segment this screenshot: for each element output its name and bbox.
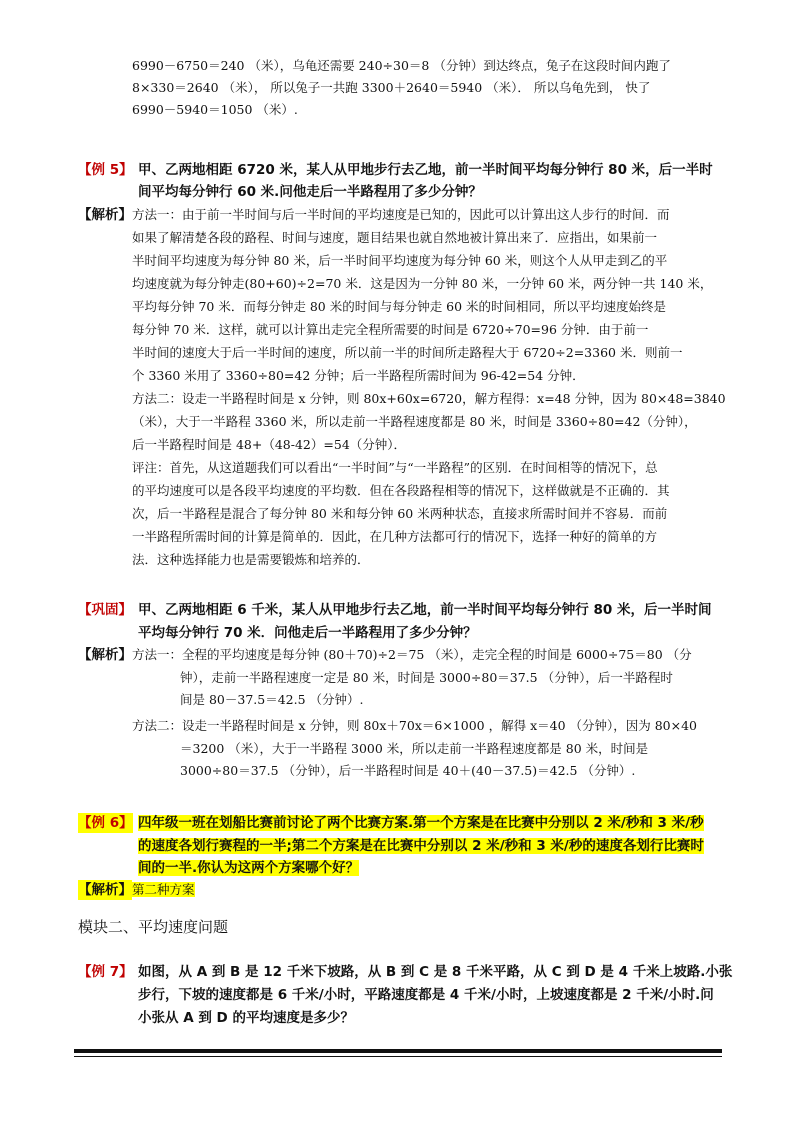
example-7-tag: 【例 7】 — [78, 964, 133, 980]
comment-line: 次，后一半路程是混合了每分钟 80 米和每分钟 60 米两种状态，直接求所需时间并不容易．而前 — [132, 506, 668, 521]
method-2-line: 3000÷80＝37.5 （分钟），后一半路程时间是 40＋(40－37.5)＝42.5 （分钟）. — [180, 763, 636, 778]
consolidate-tag: 【巩固】 — [78, 602, 132, 618]
example-6-answer: 第二种方案 — [132, 882, 195, 897]
method-1-line: 间是 80－37.5＝42.5 （分钟）. — [180, 692, 364, 707]
analysis-line: 半时间的速度大于后一半时间的速度，所以前一半的时间所走路程大于 6720÷2=3360 米．则前一 — [132, 345, 683, 360]
analysis-line: 个 3360 米用了 3360÷80=42 分钟；后一半路程所需时间为 96-42=54 分钟． — [132, 368, 585, 383]
comment-line: 评注：首先，从这道题我们可以看出“一半时间”与“一半路程”的区别．在时间相等的情况下，总 — [132, 460, 658, 475]
example-7-question-line: 小张从 A 到 D 的平均速度是多少？ — [138, 1010, 354, 1026]
footer-rule-thin — [74, 1056, 722, 1057]
example-7-question-line: 步行，下坡的速度都是 6 千米/小时，平路速度都是 4 千米/小时，上坡速度都是 2 千米/小时.问 — [138, 987, 714, 1003]
analysis-line: 半时间平均速度为每分钟 80 米，后一半时间平均速度为每分钟 60 米，则这个人从甲走到乙的平 — [132, 253, 668, 268]
method-1-line: 方法一：全程的平均速度是每分钟 (80＋70)÷2＝75 （米），走完全程的时间是 6000÷75＝80 （分 — [132, 647, 692, 662]
comment-line: 的平均速度可以是各段平均速度的平均数．但在各段路程相等的情况下，这样做就是不正确的．其 — [132, 483, 670, 498]
method-1-line: 钟），走前一半路程速度一定是 80 米，时间是 3000÷80＝37.5 （分钟），后一半路程时 — [180, 670, 673, 685]
analysis-line: 每分钟 70 米．这样，就可以计算出走完全程所需要的时间是 6720÷70=96 分钟．由于前一 — [132, 322, 649, 337]
analysis-line: 平均每分钟 70 米．而每分钟走 80 米的时间与每分钟走 60 米的时间相同，所以平均速度始终是 — [132, 299, 667, 314]
method-2-line: 方法二：设走一半路程时间是 x 分钟，则 80x＋70x＝6×1000 ，解得 x＝40 （分钟），因为 80×40 — [132, 718, 698, 733]
consolidate-analysis-tag: 【解析】 — [78, 647, 132, 663]
comment-line: 一半路程所需时间的计算是简单的．因此，在几种方法都可行的情况下，选择一种好的简单的方 — [132, 529, 658, 544]
text-line: 6990－5940＝1050 （米）. — [132, 102, 298, 117]
method-2-line: ＝3200 （米），大于一半路程 3000 米，所以走前一半路程速度都是 80 米，时间是 — [180, 741, 649, 756]
example-6-tag: 【例 6】 — [78, 815, 133, 831]
analysis-line: 均速度就为每分钟走(80+60)÷2=70 米．这是因为一分钟 80 米，一分钟 60 米，两分钟一共 140 米， — [132, 276, 713, 291]
example-5-tag: 【例 5】 — [78, 162, 133, 178]
analysis-line: 方法二：设走一半路程时间是 x 分钟，则 80x+60x=6720，解方程得：x=48 分钟，因为 80×48=3840 — [132, 391, 726, 406]
example-6-question-line: 四年级一班在划船比赛前讨论了两个比赛方案.第一个方案是在比赛中分别以 2 米/秒和 3 米/秒 — [138, 815, 704, 831]
example-5-question-line: 间平均每分钟行 60 米.问他走后一半路程用了多少分钟？ — [138, 184, 482, 200]
example-7-question-line: 如图，从 A 到 B 是 12 千米下坡路，从 B 到 C 是 8 千米平路，从 C 到 D 是 4 千米上坡路.小张 — [138, 964, 733, 980]
analysis-line: 如果了解清楚各段的路程、时间与速度，题目结果也就自然地被计算出来了．应指出，如果前一 — [132, 230, 658, 245]
consolidate-question-line: 甲、乙两地相距 6 千米，某人从甲地步行去乙地，前一半时间平均每分钟行 80 米，后一半时间 — [138, 602, 712, 618]
text-line: 8×330＝2640 （米）， 所以兔子一共跑 3300＋2640＝5940 （米）． 所以乌龟先到， 快了 — [132, 80, 651, 95]
comment-line: 法．这种选择能力也是需要锻炼和培养的． — [132, 552, 370, 567]
text-line: 6990－6750＝240 （米），乌龟还需要 240÷30＝8 （分钟）到达终点，兔子在这段时间内跑了 — [132, 58, 671, 73]
analysis-line: 方法一：由于前一半时间与后一半时间的平均速度是已知的，因此可以计算出这人步行的时间．而 — [132, 207, 670, 222]
analysis-line: （米），大于一半路程 3360 米，所以走前一半路程速度都是 80 米，时间是 3360÷80=42（分钟）， — [132, 414, 697, 429]
module-heading: 模块二、平均速度问题 — [78, 918, 229, 936]
example-6-question-line: 间的一半.你认为这两个方案哪个好？ — [138, 860, 360, 876]
example-6-question-line: 的速度各划行赛程的一半;第二个方案是在比赛中分别以 2 米/秒和 3 米/秒的速度各划行比赛时 — [138, 838, 704, 854]
footer-rule-thick — [74, 1049, 722, 1053]
example-5-question-line: 甲、乙两地相距 6720 米，某人从甲地步行去乙地，前一半时间平均每分钟行 80 米，后一半时 — [138, 162, 713, 178]
example-5-analysis-tag: 【解析】 — [78, 207, 132, 223]
example-6-analysis-tag: 【解析】 — [78, 882, 132, 898]
analysis-line: 后一半路程时间是 48+（48-42）=54（分钟）． — [132, 437, 407, 452]
consolidate-question-line: 平均每分钟行 70 米．问他走后一半路程用了多少分钟？ — [138, 625, 477, 641]
